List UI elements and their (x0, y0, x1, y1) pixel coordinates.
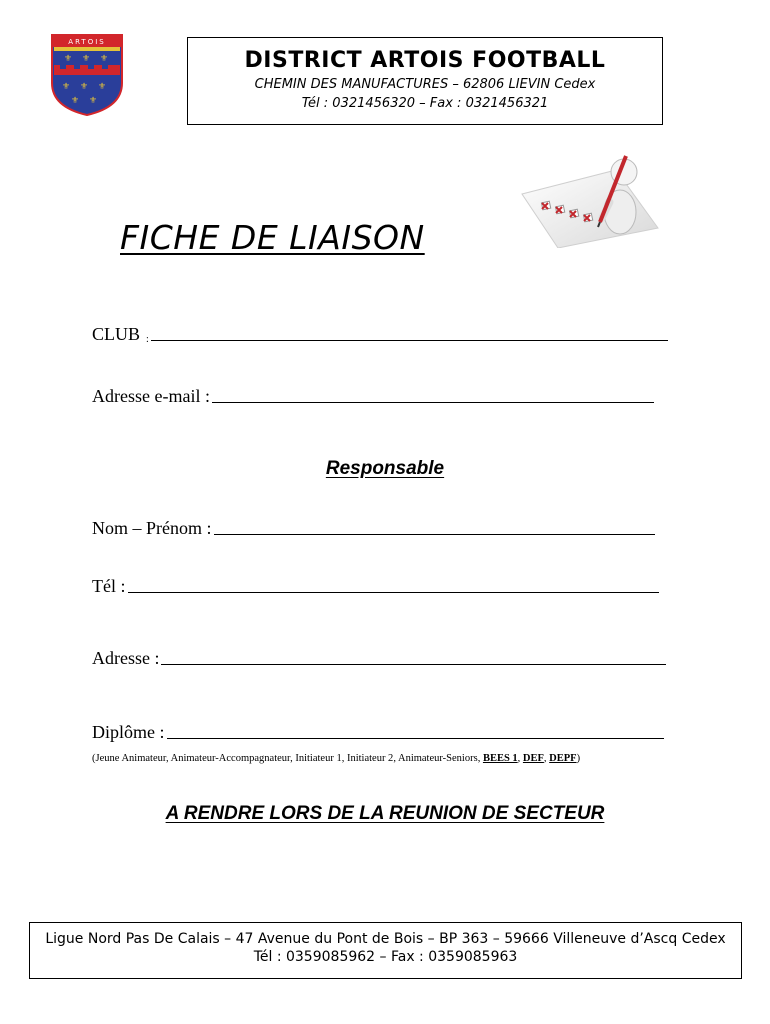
tel-input-line[interactable] (128, 591, 659, 593)
diploma-label: Diplôme : (92, 722, 165, 742)
artois-crest-logo (50, 33, 124, 117)
section-title-responsable: Responsable (325, 458, 445, 479)
diploma-initiateur-2: Initiateur 2 (346, 753, 394, 764)
diploma-animateur-accompagnateur: Animateur-Accompagnateur (170, 753, 291, 764)
svg-text:⚜: ⚜ (100, 54, 109, 64)
diploma-jeune-animateur: Jeune Animateur (95, 753, 166, 764)
club-input-line[interactable] (151, 339, 668, 341)
svg-text:⚜: ⚜ (80, 82, 89, 92)
address-label: Adresse : (92, 648, 160, 668)
footer-phone: Tél : 0359085962 – Fax : 0359085963 (253, 949, 518, 965)
diploma-def: DEF (522, 753, 544, 764)
diploma-animateur-seniors: Animateur-Seniors (397, 753, 478, 764)
organization-phone: Tél : 0321456320 – Fax : 0321456321 (301, 96, 549, 111)
organization-address: CHEMIN DES MANUFACTURES – 62806 LIEVIN Cedex (254, 77, 596, 92)
svg-text:⚜: ⚜ (82, 54, 91, 64)
tel-label: Tél : (92, 576, 126, 596)
email-label: Adresse e-mail : (92, 386, 210, 406)
club-colon: : (146, 334, 149, 345)
email-input-line[interactable] (212, 401, 654, 403)
email-field[interactable] (92, 386, 654, 407)
organization-title: DISTRICT ARTOIS FOOTBALL (244, 48, 606, 73)
address-field[interactable] (92, 648, 666, 669)
diploma-initiateur-1: Initiateur 1 (295, 753, 342, 764)
paren-close: ) (576, 753, 581, 764)
document-title: FICHE DE LIAISON (120, 218, 425, 257)
diploma-field[interactable] (92, 722, 664, 743)
footer-box (29, 922, 742, 979)
name-input-line[interactable] (214, 533, 655, 535)
svg-text:ARTOIS: ARTOIS (68, 38, 106, 46)
svg-text:⚜: ⚜ (98, 82, 107, 92)
diploma-depf: DEPF (549, 753, 577, 764)
address-input-line[interactable] (161, 663, 666, 665)
name-field[interactable] (92, 518, 655, 539)
header-box (187, 37, 663, 125)
footer-address: Ligue Nord Pas De Calais – 47 Avenue du Pont de Bois – BP 363 – 59666 Villeneuve d’Ascq Cedex (45, 931, 726, 947)
return-notice: A RENDRE LORS DE LA REUNION DE SECTEUR (165, 803, 605, 824)
tel-field[interactable] (92, 576, 659, 597)
svg-text:⚜: ⚜ (64, 54, 73, 64)
club-field[interactable] (92, 324, 668, 345)
diploma-options: (Jeune Animateur, Animateur-Accompagnateur, Initiateur 1, Initiateur 2, Animateur-Seniors, BEES 1, DEF, DEPF) (92, 753, 581, 764)
club-label: CLUB (92, 324, 141, 344)
paren-open: ( (92, 753, 96, 764)
svg-text:⚜: ⚜ (71, 96, 80, 106)
svg-text:⚜: ⚜ (62, 82, 71, 92)
diploma-bees1: BEES 1 (482, 753, 518, 764)
diploma-input-line[interactable] (167, 737, 664, 739)
name-label: Nom – Prénom : (92, 518, 212, 538)
svg-text:⚜: ⚜ (89, 96, 98, 106)
checklist-clipart (518, 152, 660, 248)
